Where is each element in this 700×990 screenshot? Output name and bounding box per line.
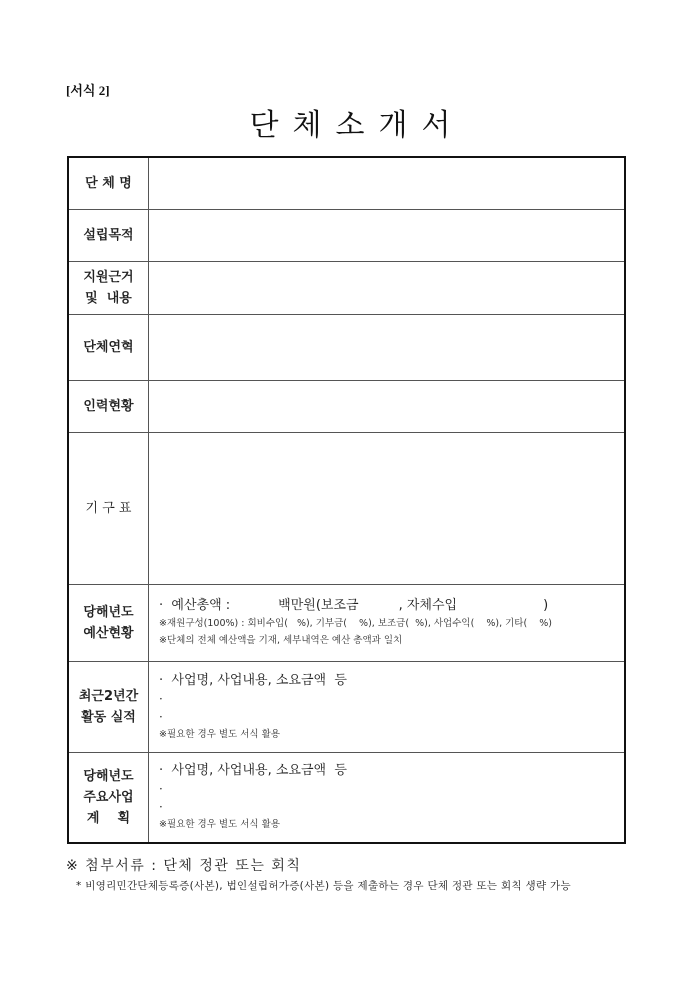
field-organization-history[interactable]	[149, 314, 626, 380]
label-recent-activities	[68, 661, 149, 752]
activity-note: ※필요한 경우 별도 서식 활용	[159, 728, 280, 740]
label-line: 주요사업	[83, 789, 134, 805]
label-current-budget	[68, 584, 149, 661]
label-support-basis	[68, 261, 149, 314]
label-line: 및 내용	[85, 290, 132, 306]
field-current-budget[interactable]	[149, 584, 626, 661]
row-current-plan	[68, 752, 625, 843]
attachments-note: ※ 첨부서류 : 단체 정관 또는 회칙	[66, 858, 302, 874]
budget-total-prefix: · 예산총액 :	[159, 598, 231, 613]
field-support-basis[interactable]	[149, 261, 626, 314]
form-number-tag: [서식 2]	[66, 83, 110, 98]
budget-close-paren: )	[543, 598, 549, 613]
label-line: 예산현황	[83, 625, 134, 641]
activity-item: · 사업명, 사업내용, 소요금액 등	[159, 672, 347, 688]
organization-intro-form	[67, 156, 626, 844]
field-organization-name[interactable]	[149, 157, 626, 209]
attachments-exception-note: * 비영리민간단체등록증(사본), 법인설립허가증(사본) 등을 제출하는 경우 단체 정관 또는 회칙 생략 가능	[76, 880, 571, 892]
budget-subsidy-blank[interactable]	[359, 596, 399, 615]
plan-note: ※필요한 경우 별도 서식 활용	[159, 819, 280, 831]
plan-item: ·	[159, 800, 163, 815]
label-establishment-purpose: 설립목적	[68, 209, 149, 261]
field-org-chart[interactable]	[149, 432, 626, 584]
budget-composition: ※재원구성(100%) : 회비수입( %), 기부금( %), 보조금( %), 사업수익( %), 기타( %)	[159, 618, 553, 629]
row-staff-status	[68, 380, 625, 432]
activity-item: ·	[159, 691, 163, 706]
row-org-chart	[68, 432, 625, 584]
budget-total-line	[159, 596, 624, 615]
row-recent-activities	[68, 661, 625, 752]
label-line: 계 획	[86, 810, 131, 826]
plan-item: ·	[159, 782, 163, 797]
budget-own-income: , 자체수입	[398, 598, 458, 613]
page-title: 단체소개서	[249, 108, 465, 143]
row-organization-history	[68, 314, 625, 380]
label-line: 지원근거	[83, 269, 134, 285]
row-establishment-purpose	[68, 209, 625, 261]
field-staff-status[interactable]	[149, 380, 626, 432]
budget-note: ※단체의 전체 예산액을 기재, 세부내역은 예산 총액과 일치	[159, 635, 403, 646]
label-org-chart: 기 구 표	[68, 432, 149, 584]
budget-total-unit: 백만원(보조금	[278, 598, 359, 613]
budget-own-income-blank[interactable]	[457, 596, 543, 615]
label-line: 당해년도	[83, 604, 134, 620]
label-line: 당해년도	[83, 768, 134, 784]
row-organization-name	[68, 157, 625, 209]
field-recent-activities[interactable]	[149, 661, 626, 752]
plan-item: · 사업명, 사업내용, 소요금액 등	[159, 763, 347, 779]
row-support-basis	[68, 261, 625, 314]
label-organization-history: 단체연혁	[68, 314, 149, 380]
budget-total-blank[interactable]	[230, 596, 278, 615]
field-current-plan[interactable]	[149, 752, 626, 843]
label-current-plan	[68, 752, 149, 843]
label-line: 활동 실적	[81, 709, 136, 725]
activity-item: ·	[159, 709, 163, 724]
label-line: 최근2년간	[78, 688, 139, 704]
label-organization-name: 단 체 명	[68, 157, 149, 209]
field-establishment-purpose[interactable]	[149, 209, 626, 261]
label-staff-status: 인력현황	[68, 380, 149, 432]
row-current-budget	[68, 584, 625, 661]
